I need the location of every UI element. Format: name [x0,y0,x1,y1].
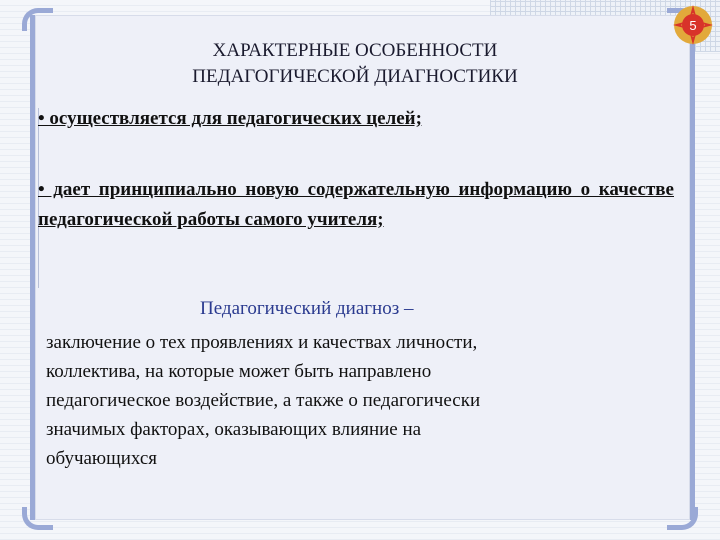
frame-corner-top-left [22,8,53,31]
bullet-new-information: • дает принципиально новую содержательную информацию о качестве педагогической работы самого учителя; [38,179,674,230]
definition-line: обучающихся [46,448,158,469]
definition-line: педагогическое воздействие, а также о педагогически [46,390,481,411]
definition-line: заключение о тех проявлениях и качествах личности, [46,332,478,353]
slide-title [110,38,600,90]
definition-line: коллектива, на которые может быть направлено [46,361,432,382]
definition-line: значимых факторах, оказывающих влияние на [46,419,422,440]
logo-emblem [672,4,714,46]
definition-text [46,328,656,473]
definition-term: Педагогический диагноз – [200,298,414,319]
logo-digit: 5 [689,18,697,33]
bullet-purpose: • осуществляется для педагогических целей; [38,108,422,129]
title-line-2: ПЕДАГОГИЧЕСКОЙ ДИАГНОСТИКИ [192,66,518,87]
title-line-1: ХАРАКТЕРНЫЕ ОСОБЕННОСТИ [212,40,498,61]
